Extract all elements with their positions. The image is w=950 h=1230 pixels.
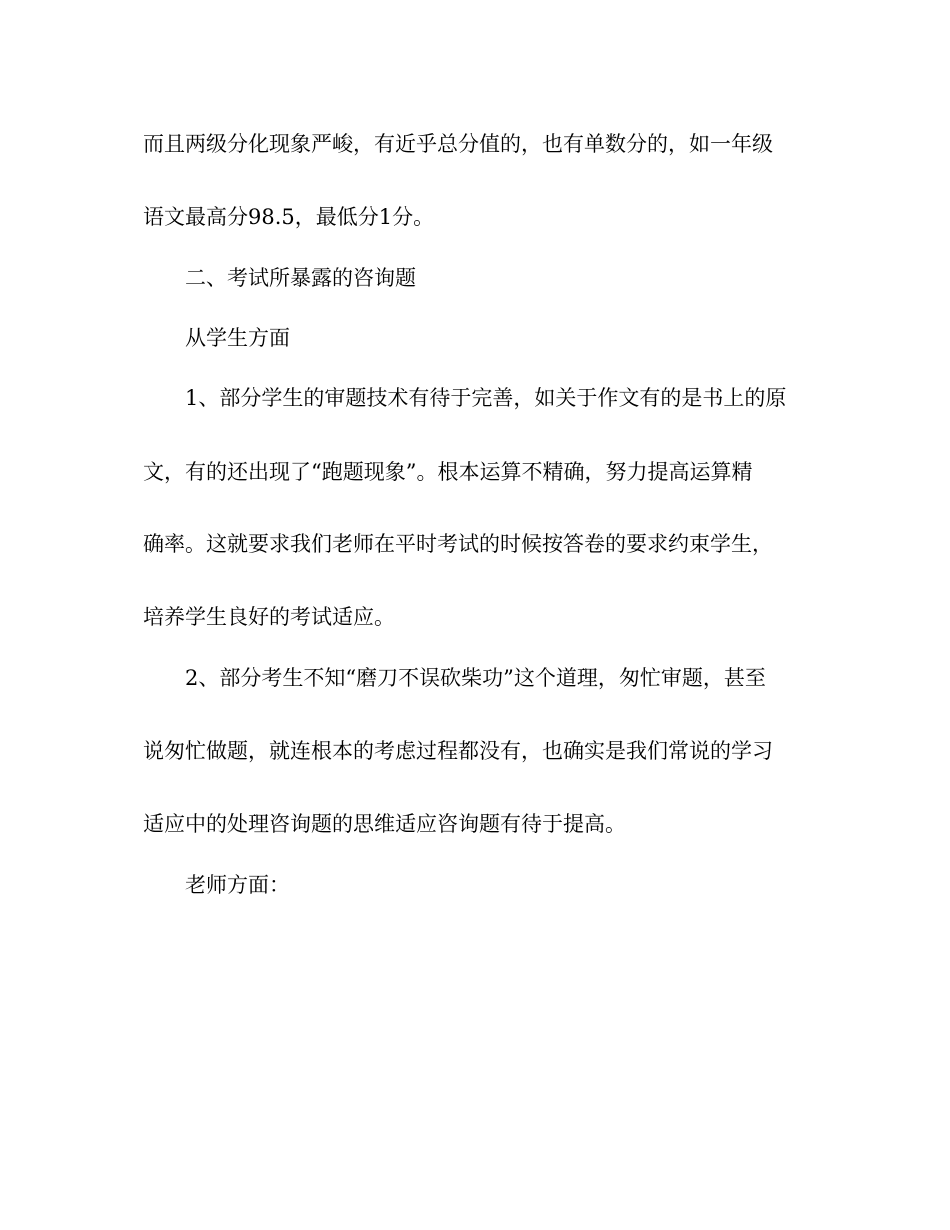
paragraph-line: 1、部分学生的审题技术有待于完善，如关于作文有的是书上的原: [185, 386, 787, 410]
subsection-heading: 从学生方面: [185, 326, 290, 350]
paragraph-line: 而且两级分化现象严峻，有近乎总分值的，也有单数分的，如一年级: [143, 132, 773, 156]
paragraph-line: 培养学生良好的考试适应。: [143, 605, 395, 629]
subsection-heading: 老师方面：: [185, 873, 290, 897]
section-heading: 二、考试所暴露的咨询题: [185, 266, 416, 290]
paragraph-line: 适应中的处理咨询题的思维适应咨询题有待于提高。: [143, 812, 626, 836]
paragraph-line: 说匆忙做题，就连根本的考虑过程都没有，也确实是我们常说的学习: [143, 739, 773, 763]
paragraph-line: 2、部分考生不知“磨刀不误砍柴功”这个道理，匆忙审题，甚至: [185, 666, 766, 690]
paragraph-line: 语文最高分98.5，最低分1分。: [143, 205, 435, 229]
paragraph-line: 文，有的还出现了“跑题现象”。根本运算不精确，努力提高运算精: [143, 460, 753, 484]
paragraph-line: 确率。这就要求我们老师在平时考试的时候按答卷的要求约束学生，: [143, 532, 773, 556]
